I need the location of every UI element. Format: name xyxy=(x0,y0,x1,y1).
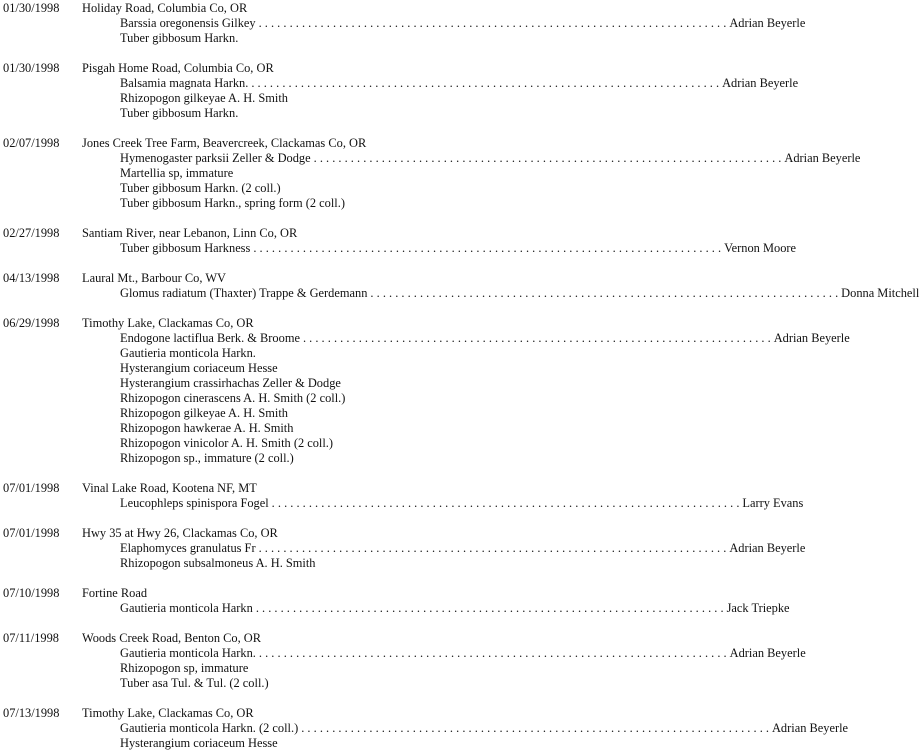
dot-leader xyxy=(370,286,838,301)
species-name: Gautieria monticola Harkn. (2 coll.) xyxy=(120,721,299,735)
species-name: Rhizopogon vinicolor A. H. Smith (2 coll.) xyxy=(120,436,334,450)
species-name: Balsamia magnata Harkn. xyxy=(120,76,249,90)
species-item xyxy=(82,406,850,421)
species-item xyxy=(82,541,805,556)
collection-details xyxy=(82,136,864,211)
collection-entry xyxy=(0,61,799,121)
species-item xyxy=(82,496,803,511)
collector-name: Donna Mitchell xyxy=(841,286,920,300)
dot-leader xyxy=(259,541,727,556)
collection-details xyxy=(82,271,923,301)
collector-name: Adrian Beyerle xyxy=(729,16,806,30)
species-name: Gautieria monticola Harkn. xyxy=(120,646,256,660)
collection-location: Woods Creek Road, Benton Co, OR xyxy=(82,631,261,645)
species-name: Rhizopogon cinerascens A. H. Smith (2 coll.) xyxy=(120,391,346,405)
collector-name: Vernon Moore xyxy=(724,241,797,255)
dot-leader xyxy=(256,601,724,616)
species-name: Rhizopogon hawkerae A. H. Smith xyxy=(120,421,294,435)
collection-location: Timothy Lake, Clackamas Co, OR xyxy=(82,316,254,330)
species-name: Tuber gibbosum Harkn. (2 coll.) xyxy=(120,181,281,195)
species-item xyxy=(82,646,806,661)
species-item xyxy=(82,736,848,751)
collection-location: Timothy Lake, Clackamas Co, OR xyxy=(82,706,254,720)
species-name: Hysterangium coriaceum Hesse xyxy=(120,736,278,750)
collector-name: Jack Triepke xyxy=(726,601,790,615)
species-item xyxy=(82,676,806,691)
species-item xyxy=(82,91,798,106)
collection-date: 07/01/1998 xyxy=(3,526,60,540)
collection-location: Holiday Road, Columbia Co, OR xyxy=(82,1,248,15)
species-item xyxy=(82,331,850,346)
collection-date: 02/27/1998 xyxy=(3,226,60,240)
species-name: Hysterangium crassirhachas Zeller & Dodge xyxy=(120,376,341,390)
species-item xyxy=(82,391,850,406)
collection-location: Fortine Road xyxy=(82,586,148,600)
collection-entry xyxy=(0,1,806,46)
collection-details xyxy=(82,481,807,511)
dot-leader xyxy=(301,721,769,736)
species-item xyxy=(82,181,860,196)
species-item xyxy=(82,721,848,736)
species-item xyxy=(82,16,805,31)
species-name: Rhizopogon subsalmoneus A. H. Smith xyxy=(120,556,316,570)
species-name: Tuber gibbosum Harkn. xyxy=(120,31,239,45)
species-item xyxy=(82,241,796,256)
species-item xyxy=(82,556,805,571)
species-item xyxy=(82,601,790,616)
collection-date: 02/07/1998 xyxy=(3,136,60,150)
collection-date: 06/29/1998 xyxy=(3,316,60,330)
collector-name: Adrian Beyerle xyxy=(722,76,799,90)
dot-leader xyxy=(251,76,719,91)
species-item xyxy=(82,31,805,46)
collection-date: 01/30/1998 xyxy=(3,1,60,15)
collection-details xyxy=(82,631,810,691)
species-item xyxy=(82,196,860,211)
collection-date: 04/13/1998 xyxy=(3,271,60,285)
species-name: Rhizopogon sp., immature (2 coll.) xyxy=(120,451,294,465)
species-name: Hysterangium coriaceum Hesse xyxy=(120,361,278,375)
dot-leader xyxy=(314,151,782,166)
collection-details xyxy=(82,316,854,466)
species-item xyxy=(82,166,860,181)
collection-details xyxy=(82,706,852,751)
dot-leader xyxy=(259,16,727,31)
collection-entry xyxy=(0,136,861,211)
species-item xyxy=(82,346,850,361)
species-name: Barssia oregonensis Gilkey xyxy=(120,16,256,30)
species-name: Elaphomyces granulatus Fr xyxy=(120,541,256,555)
species-item xyxy=(82,286,919,301)
species-name: Hymenogaster parksii Zeller & Dodge xyxy=(120,151,311,165)
species-name: Tuber gibbosum Harkness xyxy=(120,241,251,255)
collection-entry xyxy=(0,316,850,466)
collection-entry xyxy=(0,631,806,691)
collection-entry xyxy=(0,271,920,301)
collector-name: Adrian Beyerle xyxy=(729,541,806,555)
collection-location: Pisgah Home Road, Columbia Co, OR xyxy=(82,61,274,75)
collection-location: Santiam River, near Lebanon, Linn Co, OR xyxy=(82,226,298,240)
collection-date: 01/30/1998 xyxy=(3,61,60,75)
dot-leader xyxy=(303,331,771,346)
species-name: Tuber gibbosum Harkn. xyxy=(120,106,239,120)
species-name: Rhizopogon gilkeyae A. H. Smith xyxy=(120,91,288,105)
species-item xyxy=(82,661,806,676)
dot-leader xyxy=(259,646,727,661)
collection-entry xyxy=(0,526,806,571)
collection-details xyxy=(82,586,794,616)
species-name: Gautieria monticola Harkn xyxy=(120,601,253,615)
collection-details xyxy=(82,1,809,46)
collection-date: 07/11/1998 xyxy=(3,631,59,645)
species-item xyxy=(82,421,850,436)
collection-entry xyxy=(0,586,790,616)
dot-leader xyxy=(272,496,740,511)
collection-location: Vinal Lake Road, Kootena NF, MT xyxy=(82,481,257,495)
collector-name: Adrian Beyerle xyxy=(771,721,849,735)
species-item xyxy=(82,361,850,376)
species-name: Martellia sp, immature xyxy=(120,166,234,180)
collection-details xyxy=(82,61,802,121)
species-item xyxy=(82,451,850,466)
collection-date: 07/01/1998 xyxy=(3,481,60,495)
species-item xyxy=(82,151,860,166)
collector-name: Adrian Beyerle xyxy=(729,646,806,660)
collection-location: Hwy 35 at Hwy 26, Clackamas Co, OR xyxy=(82,526,278,540)
collection-date: 07/10/1998 xyxy=(3,586,60,600)
collector-name: Adrian Beyerle xyxy=(773,331,850,345)
collection-entry xyxy=(0,481,804,511)
collection-location: Jones Creek Tree Farm, Beavercreek, Clackamas Co, OR xyxy=(82,136,367,150)
collection-entry xyxy=(0,226,797,256)
species-item xyxy=(82,436,850,451)
species-name: Tuber gibbosum Harkn., spring form (2 coll.) xyxy=(120,196,345,210)
species-name: Rhizopogon sp, immature xyxy=(120,661,249,675)
collector-name: Adrian Beyerle xyxy=(784,151,861,165)
species-item xyxy=(82,76,798,91)
dot-leader xyxy=(253,241,721,256)
species-name: Endogone lactiflua Berk. & Broome xyxy=(120,331,300,345)
species-name: Leucophleps spinispora Fogel xyxy=(120,496,269,510)
collection-details xyxy=(82,226,800,256)
species-name: Gautieria monticola Harkn. xyxy=(120,346,256,360)
collection-date: 07/13/1998 xyxy=(3,706,60,720)
collection-location: Laural Mt., Barbour Co, WV xyxy=(82,271,226,285)
species-name: Tuber asa Tul. & Tul. (2 coll.) xyxy=(120,676,269,690)
species-name: Glomus radiatum (Thaxter) Trappe & Gerdemann xyxy=(120,286,368,300)
collection-entry xyxy=(0,706,849,751)
species-item xyxy=(82,376,850,391)
species-item xyxy=(82,106,798,121)
species-name: Rhizopogon gilkeyae A. H. Smith xyxy=(120,406,288,420)
collection-details xyxy=(82,526,809,571)
collector-name: Larry Evans xyxy=(742,496,804,510)
